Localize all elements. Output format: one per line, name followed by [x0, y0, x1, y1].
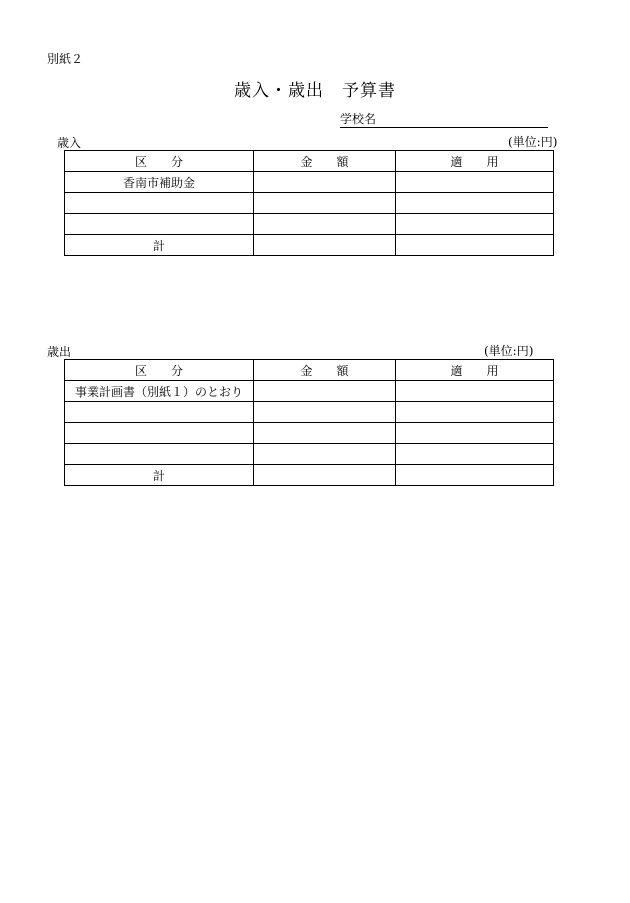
application-cell[interactable] — [396, 423, 554, 444]
category-cell[interactable] — [65, 214, 254, 235]
total-application-cell[interactable] — [396, 465, 554, 486]
category-cell[interactable] — [65, 423, 254, 444]
amount-cell[interactable] — [254, 444, 396, 465]
header-category: 区 分 — [65, 360, 254, 381]
table-row — [65, 193, 554, 214]
header-application: 適 用 — [396, 151, 554, 172]
application-cell[interactable] — [396, 172, 554, 193]
amount-cell[interactable] — [254, 402, 396, 423]
amount-cell[interactable] — [254, 214, 396, 235]
header-amount: 金 額 — [254, 360, 396, 381]
category-cell[interactable] — [65, 193, 254, 214]
expenditure-total-row — [65, 465, 554, 486]
amount-cell[interactable] — [254, 423, 396, 444]
category-cell: 事業計画書（別紙１）のとおり — [65, 381, 254, 402]
total-label-cell: 計 — [65, 465, 254, 486]
revenue-section-label: 歳入 — [57, 136, 82, 150]
revenue-total-row — [65, 235, 554, 256]
amount-cell[interactable] — [254, 193, 396, 214]
revenue-unit-label: (単位:円) — [508, 135, 558, 149]
table-row — [65, 444, 554, 465]
total-amount-cell[interactable] — [254, 465, 396, 486]
revenue-table — [64, 150, 554, 256]
table-row — [65, 172, 554, 193]
total-amount-cell[interactable] — [254, 235, 396, 256]
school-name-field[interactable] — [340, 112, 548, 128]
category-cell[interactable] — [65, 402, 254, 423]
table-row — [65, 423, 554, 444]
table-row — [65, 214, 554, 235]
expenditure-table — [64, 359, 554, 486]
revenue-header-row — [65, 151, 554, 172]
application-cell[interactable] — [396, 214, 554, 235]
total-label-cell: 計 — [65, 235, 254, 256]
expenditure-unit-label: (単位:円) — [484, 344, 534, 358]
expenditure-header-row — [65, 360, 554, 381]
school-name-label: 学校名 — [340, 112, 377, 126]
category-cell: 香南市補助金 — [65, 172, 254, 193]
application-cell[interactable] — [396, 193, 554, 214]
attachment-label: 別紙２ — [47, 52, 84, 66]
header-amount: 金 額 — [254, 151, 396, 172]
application-cell[interactable] — [396, 444, 554, 465]
amount-cell[interactable] — [254, 381, 396, 402]
application-cell[interactable] — [396, 402, 554, 423]
table-row — [65, 381, 554, 402]
application-cell[interactable] — [396, 381, 554, 402]
category-cell[interactable] — [65, 444, 254, 465]
table-row — [65, 402, 554, 423]
total-application-cell[interactable] — [396, 235, 554, 256]
page-title: 歳入・歳出 予算書 — [234, 81, 396, 101]
header-category: 区 分 — [65, 151, 254, 172]
expenditure-section-label: 歳出 — [47, 345, 72, 359]
amount-cell[interactable] — [254, 172, 396, 193]
header-application: 適 用 — [396, 360, 554, 381]
